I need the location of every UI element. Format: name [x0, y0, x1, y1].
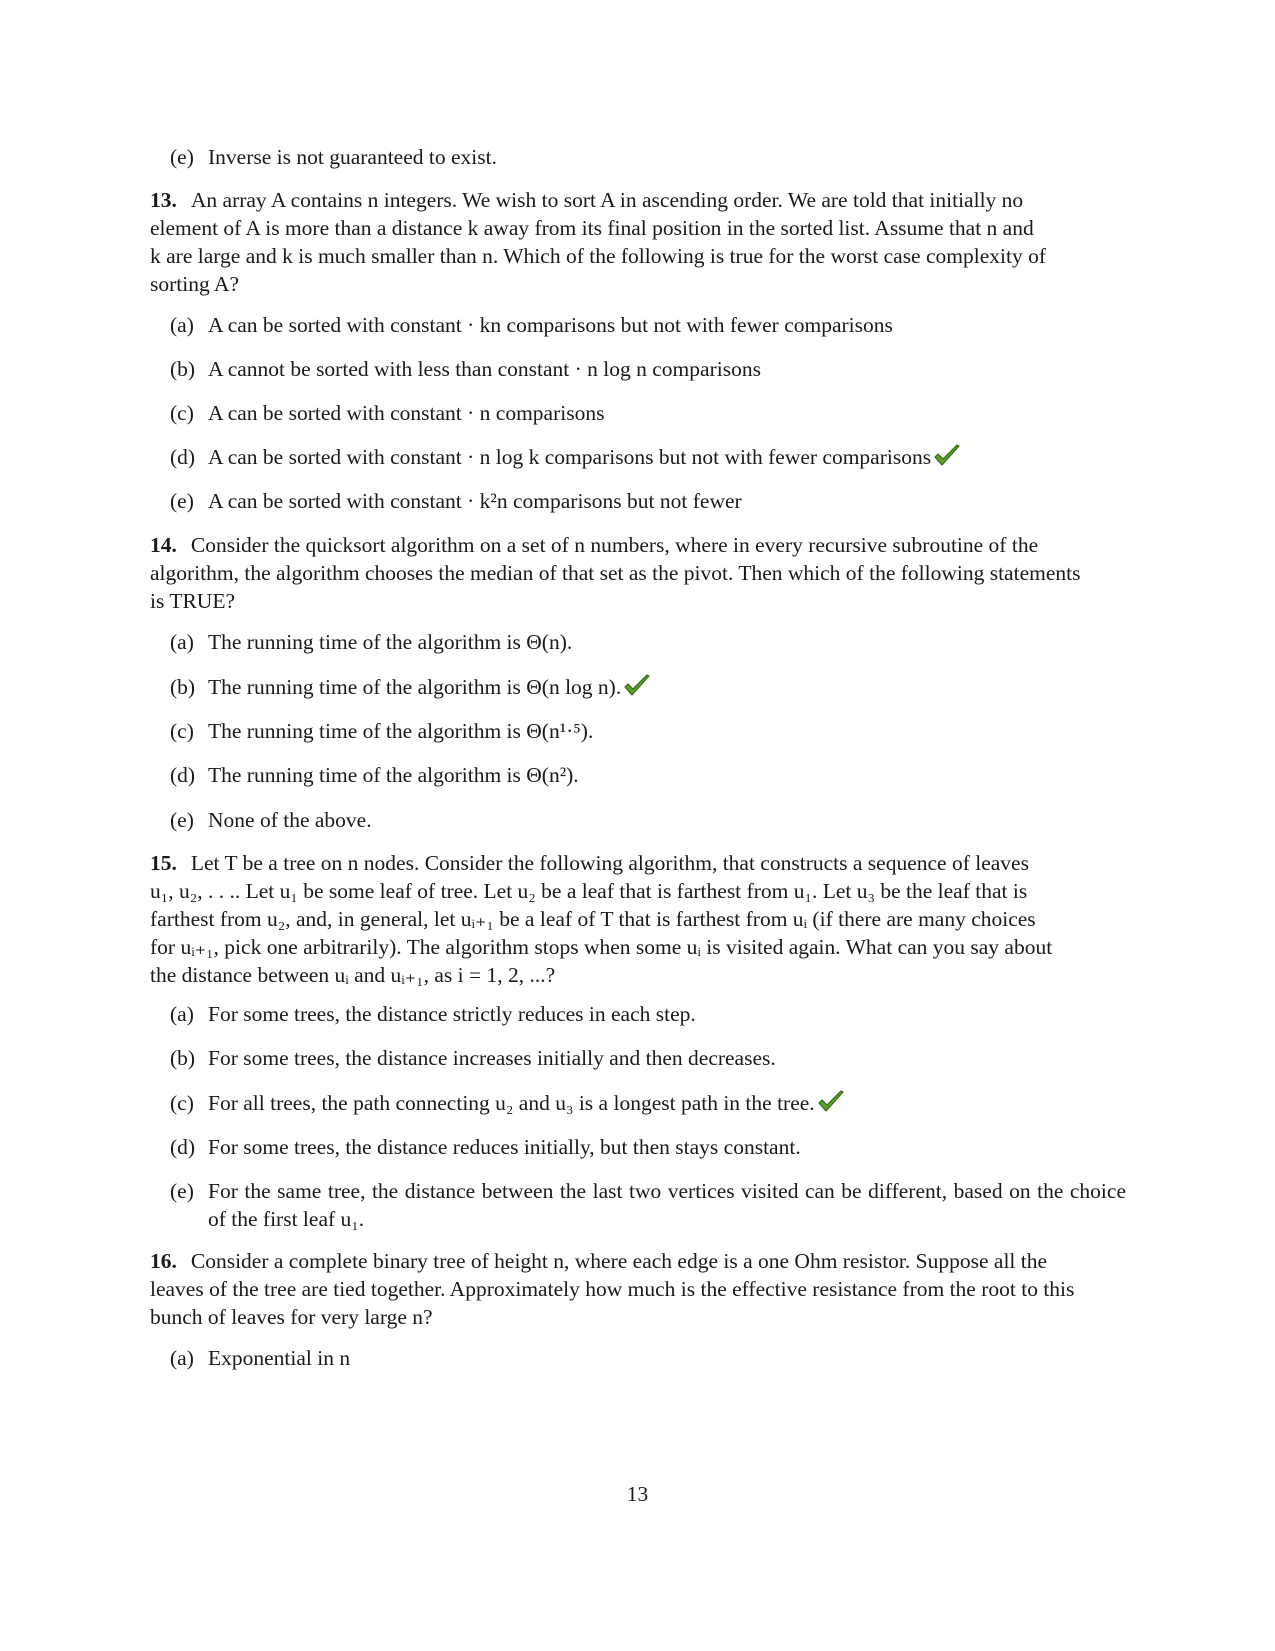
- question-16: [150, 1247, 1126, 1331]
- question-number: 16.: [150, 1249, 177, 1273]
- option-label: (d): [170, 1135, 196, 1159]
- option-label: (e): [170, 145, 194, 169]
- question-stem-line: u₁, u₂, . . .. Let u₁ be some leaf of tree. Let u₂ be a leaf that is farthest from u₁. Let u₃ be the leaf that is: [150, 879, 1028, 903]
- option-label: (d): [170, 763, 196, 787]
- q13-option-b: [170, 355, 1126, 383]
- option-text: None of the above.: [208, 808, 372, 832]
- option-text: For some trees, the distance reduces initially, but then stays constant.: [208, 1135, 801, 1159]
- question-stem-line: 14. Consider the quicksort algorithm on a set of n numbers, where in every recursive subroutine of the: [150, 533, 1039, 557]
- question-stem-line: leaves of the tree are tied together. Approximately how much is the effective resistance from the root to this: [150, 1277, 1075, 1301]
- option-label: (a): [170, 630, 194, 654]
- option-label: (c): [170, 719, 194, 743]
- question-14: [150, 531, 1126, 615]
- question-stem-line: element of A is more than a distance k away from its final position in the sorted list. Assume that n and: [150, 216, 1034, 240]
- q13-option-c: [170, 399, 1126, 427]
- option-label: (c): [170, 401, 194, 425]
- question-15: [150, 849, 1126, 989]
- question-stem-line: is TRUE?: [150, 589, 236, 613]
- option-label: (a): [170, 1346, 194, 1370]
- option-text: A cannot be sorted with less than constant · n log n comparisons: [208, 357, 761, 381]
- question-stem-line: 16. Consider a complete binary tree of height n, where each edge is a one Ohm resistor. Suppose all the: [150, 1249, 1048, 1273]
- option-label: (b): [170, 357, 196, 381]
- question-number: 14.: [150, 533, 177, 557]
- option-text: A can be sorted with constant · n log k comparisons but not with fewer comparisons: [208, 445, 932, 469]
- question-stem-line: algorithm, the algorithm chooses the median of that set as the pivot. Then which of the following statements: [150, 561, 1081, 585]
- question-number: 15.: [150, 851, 177, 875]
- option-label: (e): [170, 808, 194, 832]
- option-text: The running time of the algorithm is Θ(n).: [208, 630, 573, 654]
- option-label: (e): [170, 1179, 194, 1203]
- question-stem-line: k are large and k is much smaller than n. Which of the following is true for the worst case complexity of: [150, 244, 1046, 268]
- q14-option-c: [170, 717, 1126, 745]
- question-stem-line: bunch of leaves for very large n?: [150, 1305, 433, 1329]
- option-label: (a): [170, 1002, 194, 1026]
- option-text: Exponential in n: [208, 1346, 351, 1370]
- q15-option-d: [170, 1133, 1126, 1161]
- option-text: For all trees, the path connecting u₂ and u₃ is a longest path in the tree.: [208, 1091, 815, 1115]
- option-text: A can be sorted with constant · kn comparisons but not with fewer comparisons: [208, 313, 893, 337]
- option-label: (b): [170, 675, 196, 699]
- q15-option-b: [170, 1044, 1126, 1072]
- q14-option-b: [170, 673, 1126, 701]
- option-text: The running time of the algorithm is Θ(n¹·⁵).: [208, 719, 594, 743]
- option-label: (d): [170, 445, 196, 469]
- q14-option-e: [170, 806, 1126, 834]
- option-text: A can be sorted with constant · k²n comparisons but not fewer: [208, 489, 742, 513]
- q14-option-a: [170, 628, 1126, 656]
- question-stem-line: 15. Let T be a tree on n nodes. Consider the following algorithm, that constructs a sequence of leaves: [150, 851, 1029, 875]
- q13-option-a: [170, 311, 1126, 339]
- q15-option-c: [170, 1089, 1126, 1117]
- option-label: (b): [170, 1046, 196, 1070]
- question-stem-line: the distance between uᵢ and uᵢ₊₁, as i = 1, 2, ...?: [150, 963, 556, 987]
- question-stem-line: sorting A?: [150, 272, 239, 296]
- question-stem-line: for uᵢ₊₁, pick one arbitrarily). The algorithm stops when some uᵢ is visited again. What can you say about: [150, 935, 1053, 959]
- question-13: [150, 186, 1126, 298]
- option-label: (a): [170, 313, 194, 337]
- page-number: 13: [626, 1482, 649, 1506]
- q15-option-a: [170, 1000, 1126, 1028]
- option-text: For the same tree, the distance between the last two vertices visited can be different, based on the choice of the first leaf u₁.: [208, 1179, 1126, 1231]
- q13-option-e: [170, 487, 1126, 515]
- checkmark-icon: [933, 444, 961, 468]
- option-label: (c): [170, 1091, 194, 1115]
- option-text: Inverse is not guaranteed to exist.: [208, 145, 497, 169]
- checkmark-icon: [623, 674, 651, 698]
- q16-option-a: [170, 1344, 1126, 1372]
- q13-option-d: [170, 443, 1126, 471]
- question-stem-line: 13. An array A contains n integers. We wish to sort A in ascending order. We are told that initially no: [150, 188, 1024, 212]
- option-text: The running time of the algorithm is Θ(n²).: [208, 763, 579, 787]
- option-text: A can be sorted with constant · n comparisons: [208, 401, 605, 425]
- checkmark-icon: [817, 1090, 845, 1114]
- q12-option-e: [170, 143, 1126, 171]
- option-text: The running time of the algorithm is Θ(n log n).: [208, 675, 622, 699]
- q14-option-d: [170, 761, 1126, 789]
- q15-option-e: [170, 1177, 1126, 1233]
- question-number: 13.: [150, 188, 177, 212]
- option-text: For some trees, the distance increases initially and then decreases.: [208, 1046, 776, 1070]
- option-text: For some trees, the distance strictly reduces in each step.: [208, 1002, 696, 1026]
- question-stem-line: farthest from u₂, and, in general, let uᵢ₊₁ be a leaf of T that is farthest from uᵢ (if there are many choices: [150, 907, 1036, 931]
- option-label: (e): [170, 489, 194, 513]
